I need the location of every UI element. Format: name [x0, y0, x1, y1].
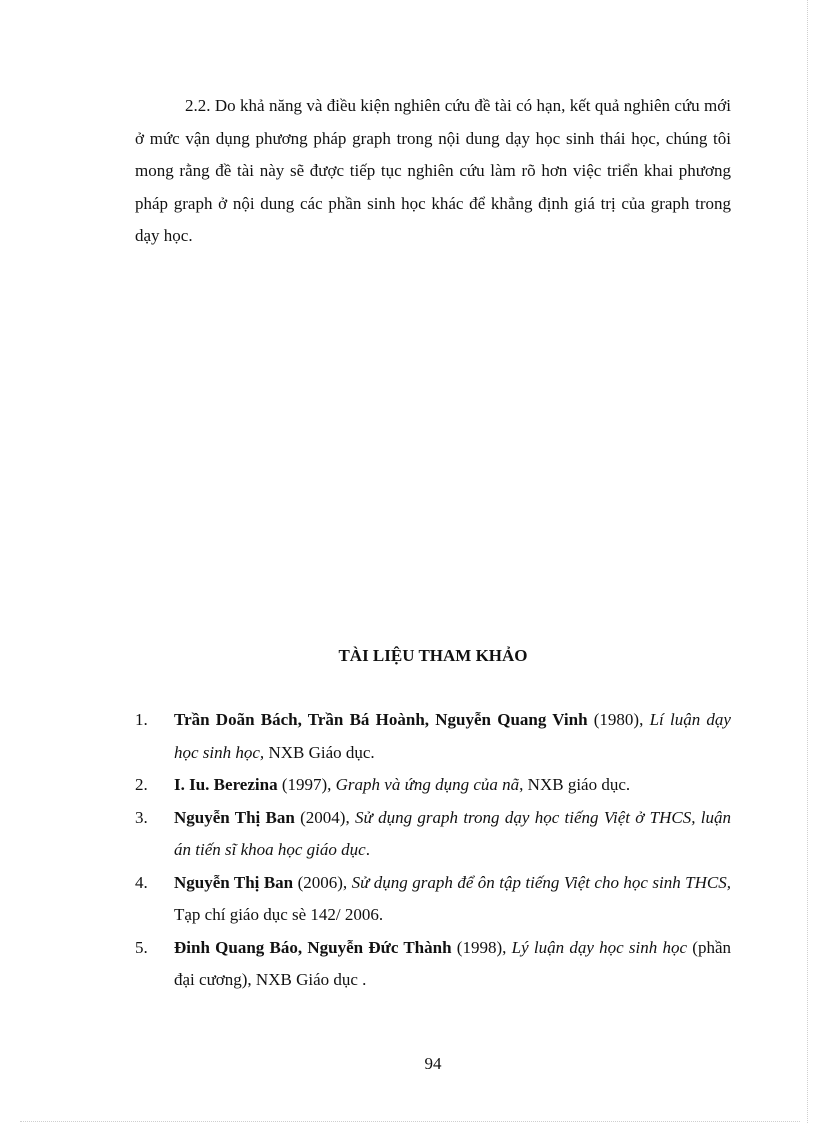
reference-publisher: Tạp chí giáo dục sè 142/ 2006. [174, 905, 384, 924]
page-edge-right [807, 0, 808, 1123]
reference-year: (1980), [587, 710, 650, 729]
reference-item [135, 932, 731, 997]
reference-authors: Nguyễn Thị Ban [174, 872, 294, 892]
reference-body [174, 704, 731, 769]
reference-year: (2006), [293, 872, 352, 892]
reference-year: (1997), [277, 775, 336, 794]
reference-body [174, 867, 731, 932]
reference-item [135, 704, 731, 769]
reference-number: 4. [135, 872, 148, 892]
reference-body [174, 932, 731, 997]
reference-authors: Trần Doãn Bách, Trần Bá Hoành, Nguyễn Quang Vinh [174, 710, 588, 729]
references-heading: TÀI LIỆU THAM KHẢO [338, 646, 528, 665]
reference-item [135, 769, 731, 802]
reference-title: Lý luận dạy học sinh học [511, 937, 688, 957]
reference-authors: Đinh Quang Báo, Nguyễn Đức Thành [174, 937, 452, 957]
reference-title: Graph và ứng dụng của nã [335, 775, 520, 794]
references-list [135, 704, 731, 997]
reference-publisher: , NXB giáo dục. [519, 775, 631, 794]
reference-year: (2004), [294, 807, 356, 827]
reference-publisher: . [365, 840, 370, 859]
reference-title: Sử dụng graph để ôn tập tiếng Việt cho học sinh THCS, [351, 872, 731, 892]
reference-body [174, 802, 731, 867]
reference-year: (1998), [451, 937, 512, 957]
page-number: 94 [424, 1054, 442, 1073]
reference-title: Lí luận dạy học sinh học, [174, 710, 731, 762]
reference-number: 3. [135, 807, 148, 827]
reference-body [174, 769, 731, 802]
reference-authors: I. Iu. Berezina [174, 775, 278, 794]
body-paragraph: 2.2. Do khả năng và điều kiện nghiên cứu đề tài có hạn, kết quả nghiên cứu mới ở mức vận dụng phương pháp graph trong nội dung dạy học sinh thái học, chúng tôi mong rằng đề tài này sẽ được tiếp tục nghiên cứu làm rõ hơn việc triển khai phương pháp graph ở nội dung các phần sinh học khác để khẳng định giá trị của graph trong dạy học. [135, 96, 731, 245]
reference-number: 1. [135, 710, 148, 729]
page-edge-bottom [20, 1121, 800, 1122]
reference-item [135, 802, 731, 867]
reference-publisher: (phần đại cương), NXB Giáo dục . [174, 937, 732, 989]
reference-authors: Nguyễn Thị Ban [174, 807, 295, 827]
reference-publisher: NXB Giáo dục. [264, 742, 375, 762]
reference-number: 2. [135, 775, 148, 794]
reference-number: 5. [135, 937, 148, 957]
reference-item [135, 867, 731, 932]
reference-title: Sử dụng graph trong dạy học tiếng Việt ở THCS, luận án tiến sĩ khoa học giáo dục [174, 807, 731, 859]
